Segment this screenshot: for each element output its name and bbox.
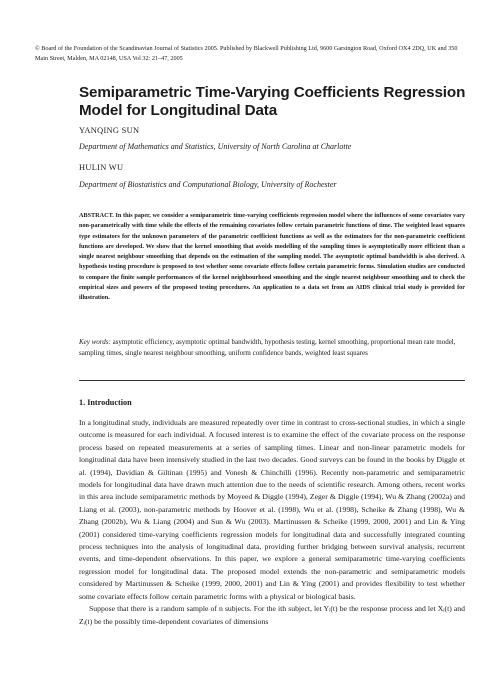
section-body (79, 417, 465, 628)
author-name: HULIN WU (79, 163, 124, 172)
abstract-text: In this paper, we consider a semiparametric time-varying coefficients regression model where the influences of some covariates vary non-parametrically with time while the effects of the remaining covariates follow certain parametric functions of time. The weighted least squares type estimators for the unknown parameters of the parametric coefficient functions as well as the estimators for the non-parametric coefficient functions are developed. We show that the kernel smoothing that avoids modelling of the sampling times is asymptotically more efficient than a single nearest neighbour smoothing that depends on the estimation of the sampling model. The asymptotic optimal bandwidth is also derived. A hypothesis testing procedure is proposed to test whether some covariate effects follow certain parametric forms. Simulation studies are conducted to compare the finite sample performances of the kernel neighbourhood smoothing and the single nearest neighbour smoothing and to check the empirical sizes and powers of the proposed testing procedures. An application to a data set from an AIDS clinical trial study is provided for illustration. (79, 212, 465, 302)
body-paragraph: In a longitudinal study, individuals are measured repeatedly over time in contrast to cross-sectional studies, in which a single outcome is measured for each individual. A focused interest is to examine the effect of the covariate process on the response process based on repeated measurements at a series of sampling times. Linear and non-linear parametric models for longitudinal data have been intensively studied in the last two decades. Good surveys can be found in the books by Diggle et al. (1994), Davidian & Giltinan (1995) and Vonesh & Chinchilli (1996). Recently non-parametric and semiparametric models for longitudinal data have drawn much attention due to the needs of scientific research. Among others, recent works in this area include semiparametric methods by Moyeed & Diggle (1994), Zeger & Diggle (1994), Wu & Zhang (2002a) and Liang et al. (2003), non-parametric methods by Hoover et al. (1998), Wu et al. (1998), Scheike & Zhang (1998), Wu & Zhang (2002b), Wu & Liang (2004) and Sun & Wu (2003). Martinussen & Scheike (1999, 2000, 2001) and Lin & Ying (2001) considered time-varying coefficients regression models for longitudinal data and successfully integrated counting process techniques into the analysis of longitudinal data, providing further bridging between survival analysis, recurrent events, and time-dependent observations. In this paper, we explore a general semiparametric time-varying coefficients regression model for longitudinal data. The proposed model extends the non-parametric and semiparametric models considered by Martinussen & Scheike (1999, 2000, 2001) and Lin & Ying (2001) and provides flexibility to test whether some covariate effects follow certain parametric forms with a physical or biological basis. (79, 418, 465, 601)
paper-title: Semiparametric Time-Varying Coefficients Regression Model for Longitudinal Data (79, 84, 466, 119)
keywords-text: asymptotic efficiency, asymptotic optimal bandwidth, hypothesis testing, kernel smoothing, proportional mean rate model, sampling times, single nearest neighbour smoothing, uniform confidence bands, weighted least squares (79, 338, 456, 357)
section-divider (79, 380, 465, 381)
abstract (79, 211, 465, 304)
keywords (79, 337, 469, 358)
copyright-notice: © Board of the Foundation of the Scandinavian Journal of Statistics 2005. Published by Blackwell Publishing Ltd, 9600 Garsington Road, Oxford OX4 2DQ, UK and 350 Main Street, Malden, MA 02148, USA Vol 32: 21–47, 2005 (35, 45, 458, 62)
keywords-label: Key words: (79, 338, 111, 346)
body-paragraph: Suppose that there is a random sample of n subjects. For the ith subject, let Yᵢ(t) be the response process and let Xᵢ(t) and Zᵢ(t) be the possibly time-dependent covariates of dimensions (79, 604, 465, 626)
author-affiliation: Department of Biostatistics and Computational Biology, University of Rochester (79, 180, 337, 189)
author-name: YANQING SUN (79, 126, 140, 135)
abstract-label: ABSTRACT. (79, 212, 114, 219)
section-heading: 1. Introduction (79, 398, 132, 407)
author-affiliation: Department of Mathematics and Statistics, University of North Carolina at Charlotte (79, 142, 352, 151)
